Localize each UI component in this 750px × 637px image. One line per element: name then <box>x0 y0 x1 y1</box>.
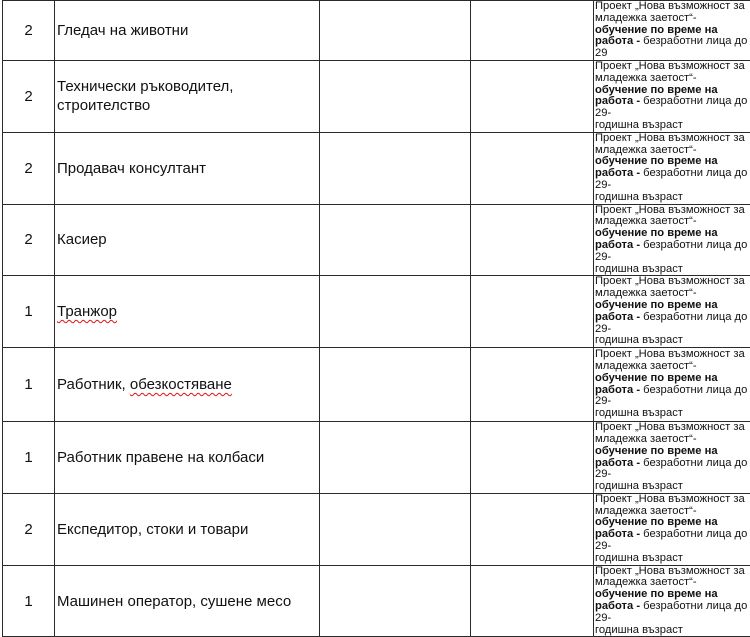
table-row <box>3 348 750 422</box>
empty-cell <box>471 1 594 61</box>
program-note: Проект „Нова възможност за младежка заетост“- обучение по време на работа - безработни лица до 29- годишна възраст <box>594 60 750 132</box>
empty-cell <box>471 276 594 348</box>
position-count: 2 <box>3 132 55 204</box>
job-title: Продавач консултант <box>55 132 320 204</box>
job-title: Работник, обезкостяване <box>55 348 320 422</box>
table-row <box>3 60 750 132</box>
empty-cell <box>320 1 471 61</box>
empty-cell <box>471 565 594 637</box>
jobs-table <box>2 0 750 637</box>
table-row <box>3 1 750 61</box>
table-row <box>3 422 750 494</box>
program-note: Проект „Нова възможност за младежка заетост“- обучение по време на работа - безработни лица до 29- годишна възраст <box>594 204 750 276</box>
job-title: Машинен оператор, сушене месо <box>55 565 320 637</box>
program-note: Проект „Нова възможност за младежка заетост“- обучение по време на работа - безработни лица до 29- годишна възраст <box>594 348 750 422</box>
table-row <box>3 493 750 565</box>
table-row <box>3 204 750 276</box>
empty-cell <box>471 493 594 565</box>
empty-cell <box>320 493 471 565</box>
job-title: Касиер <box>55 204 320 276</box>
empty-cell <box>471 348 594 422</box>
table-row <box>3 565 750 637</box>
empty-cell <box>320 276 471 348</box>
job-title: Експедитор, стоки и товари <box>55 493 320 565</box>
position-count: 2 <box>3 493 55 565</box>
empty-cell <box>471 132 594 204</box>
empty-cell <box>471 204 594 276</box>
empty-cell <box>320 204 471 276</box>
position-count: 1 <box>3 422 55 494</box>
spellcheck-flagged-word: обезкостяване <box>130 376 232 393</box>
program-note: Проект „Нова възможност за младежка заетост“- обучение по време на работа - безработни лица до 29- годишна възраст <box>594 565 750 637</box>
empty-cell <box>320 422 471 494</box>
position-count: 1 <box>3 276 55 348</box>
position-count: 2 <box>3 204 55 276</box>
program-note: Проект „Нова възможност за младежка заетост“- обучение по време на работа - безработни лица до 29- годишна възраст <box>594 422 750 494</box>
program-note: Проект „Нова възможност за младежка заетост“- обучение по време на работа - безработни лица до 29- годишна възраст <box>594 276 750 348</box>
empty-cell <box>320 348 471 422</box>
job-title: Работник правене на колбаси <box>55 422 320 494</box>
spellcheck-flagged-word: Транжор <box>57 303 117 320</box>
empty-cell <box>320 132 471 204</box>
job-title <box>55 276 320 348</box>
position-count: 2 <box>3 60 55 132</box>
program-note: Проект „Нова възможност за младежка заетост“- обучение по време на работа - безработни лица до 29- годишна възраст <box>594 493 750 565</box>
position-count: 1 <box>3 565 55 637</box>
empty-cell <box>320 565 471 637</box>
position-count: 1 <box>3 348 55 422</box>
table-row <box>3 276 750 348</box>
empty-cell <box>320 60 471 132</box>
job-title: Гледач на животни <box>55 1 320 61</box>
program-note: Проект „Нова възможност за младежка заетост“- обучение по време на работа - безработни лица до 29 <box>594 1 750 61</box>
position-count: 2 <box>3 1 55 61</box>
empty-cell <box>471 422 594 494</box>
empty-cell <box>471 60 594 132</box>
table-row <box>3 132 750 204</box>
program-note: Проект „Нова възможност за младежка заетост“- обучение по време на работа - безработни лица до 29- годишна възраст <box>594 132 750 204</box>
job-title: Технически ръководител, строителство <box>55 60 320 132</box>
